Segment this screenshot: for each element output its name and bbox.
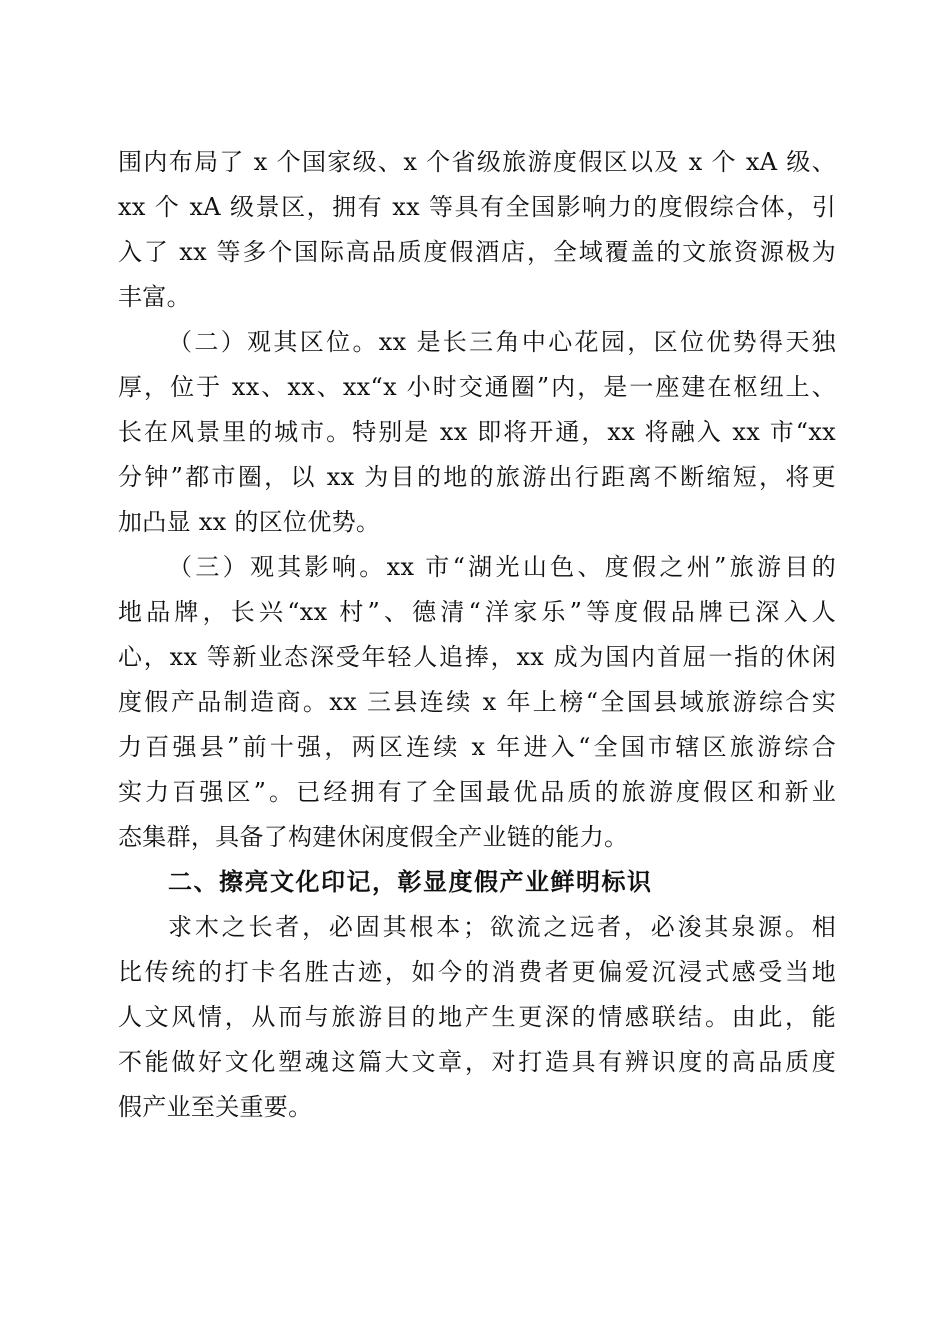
text-line: 人文风情，从而与旅游目的地产生更深的情感联结。由此，能 bbox=[118, 1003, 836, 1031]
text-line: 厚，位于 xx、xx、xx“x 小时交通圈”内，是一座建在枢纽上、 bbox=[118, 373, 836, 401]
text-line: 度假产品制造商。xx 三县连续 x 年上榜“全国县域旅游综合实 bbox=[118, 688, 836, 716]
text-line: 态集群，具备了构建休闲度假全产业链的能力。 bbox=[118, 823, 629, 851]
document-body bbox=[118, 140, 836, 1130]
text-line: 地品牌，长兴“xx 村”、德清“洋家乐”等度假品牌已深入人 bbox=[118, 598, 836, 626]
text-line: 入了 xx 等多个国际高品质度假酒店，全域覆盖的文旅资源极为 bbox=[118, 238, 836, 266]
text-line: （二）观其区位。xx 是长三角中心花园，区位优势得天独 bbox=[168, 328, 836, 356]
section-heading bbox=[118, 860, 836, 905]
text-line: 长在风景里的城市。特别是 xx 即将开通，xx 将融入 xx 市“xx bbox=[118, 418, 836, 446]
paragraph-location bbox=[118, 320, 836, 545]
text-line: 加凸显 xx 的区位优势。 bbox=[118, 508, 381, 536]
text-line: 实力百强区”。已经拥有了全国最优品质的旅游度假区和新业 bbox=[118, 778, 836, 806]
text-line: 求木之长者，必固其根本；欲流之远者，必浚其泉源。相 bbox=[168, 913, 836, 941]
text-line: 丰富。 bbox=[118, 283, 191, 311]
text-line: 分钟”都市圈，以 xx 为目的地的旅游出行距离不断缩短，将更 bbox=[118, 463, 836, 491]
text-line: 假产业至关重要。 bbox=[118, 1093, 313, 1121]
text-line: 心，xx 等新业态深受年轻人追捧，xx 成为国内首屈一指的休闲 bbox=[118, 643, 836, 671]
heading-text: 二、擦亮文化印记，彰显度假产业鲜明标识 bbox=[168, 868, 653, 896]
paragraph-culture bbox=[118, 905, 836, 1130]
text-line: 不能做好文化塑魂这篇大文章，对打造具有辨识度的高品质度 bbox=[118, 1048, 836, 1076]
paragraph-resources bbox=[118, 140, 836, 320]
text-line: 力百强县”前十强，两区连续 x 年进入“全国市辖区旅游综合 bbox=[118, 733, 836, 761]
text-line: 围内布局了 x 个国家级、x 个省级旅游度假区以及 x 个 xA 级、 bbox=[118, 148, 836, 176]
text-line: 比传统的打卡名胜古迹，如今的消费者更偏爱沉浸式感受当地 bbox=[118, 958, 836, 986]
text-line: xx 个 xA 级景区，拥有 xx 等具有全国影响力的度假综合体，引 bbox=[118, 193, 836, 221]
text-line: （三）观其影响。xx 市“湖光山色、度假之州”旅游目的 bbox=[168, 553, 836, 581]
paragraph-influence bbox=[118, 545, 836, 860]
